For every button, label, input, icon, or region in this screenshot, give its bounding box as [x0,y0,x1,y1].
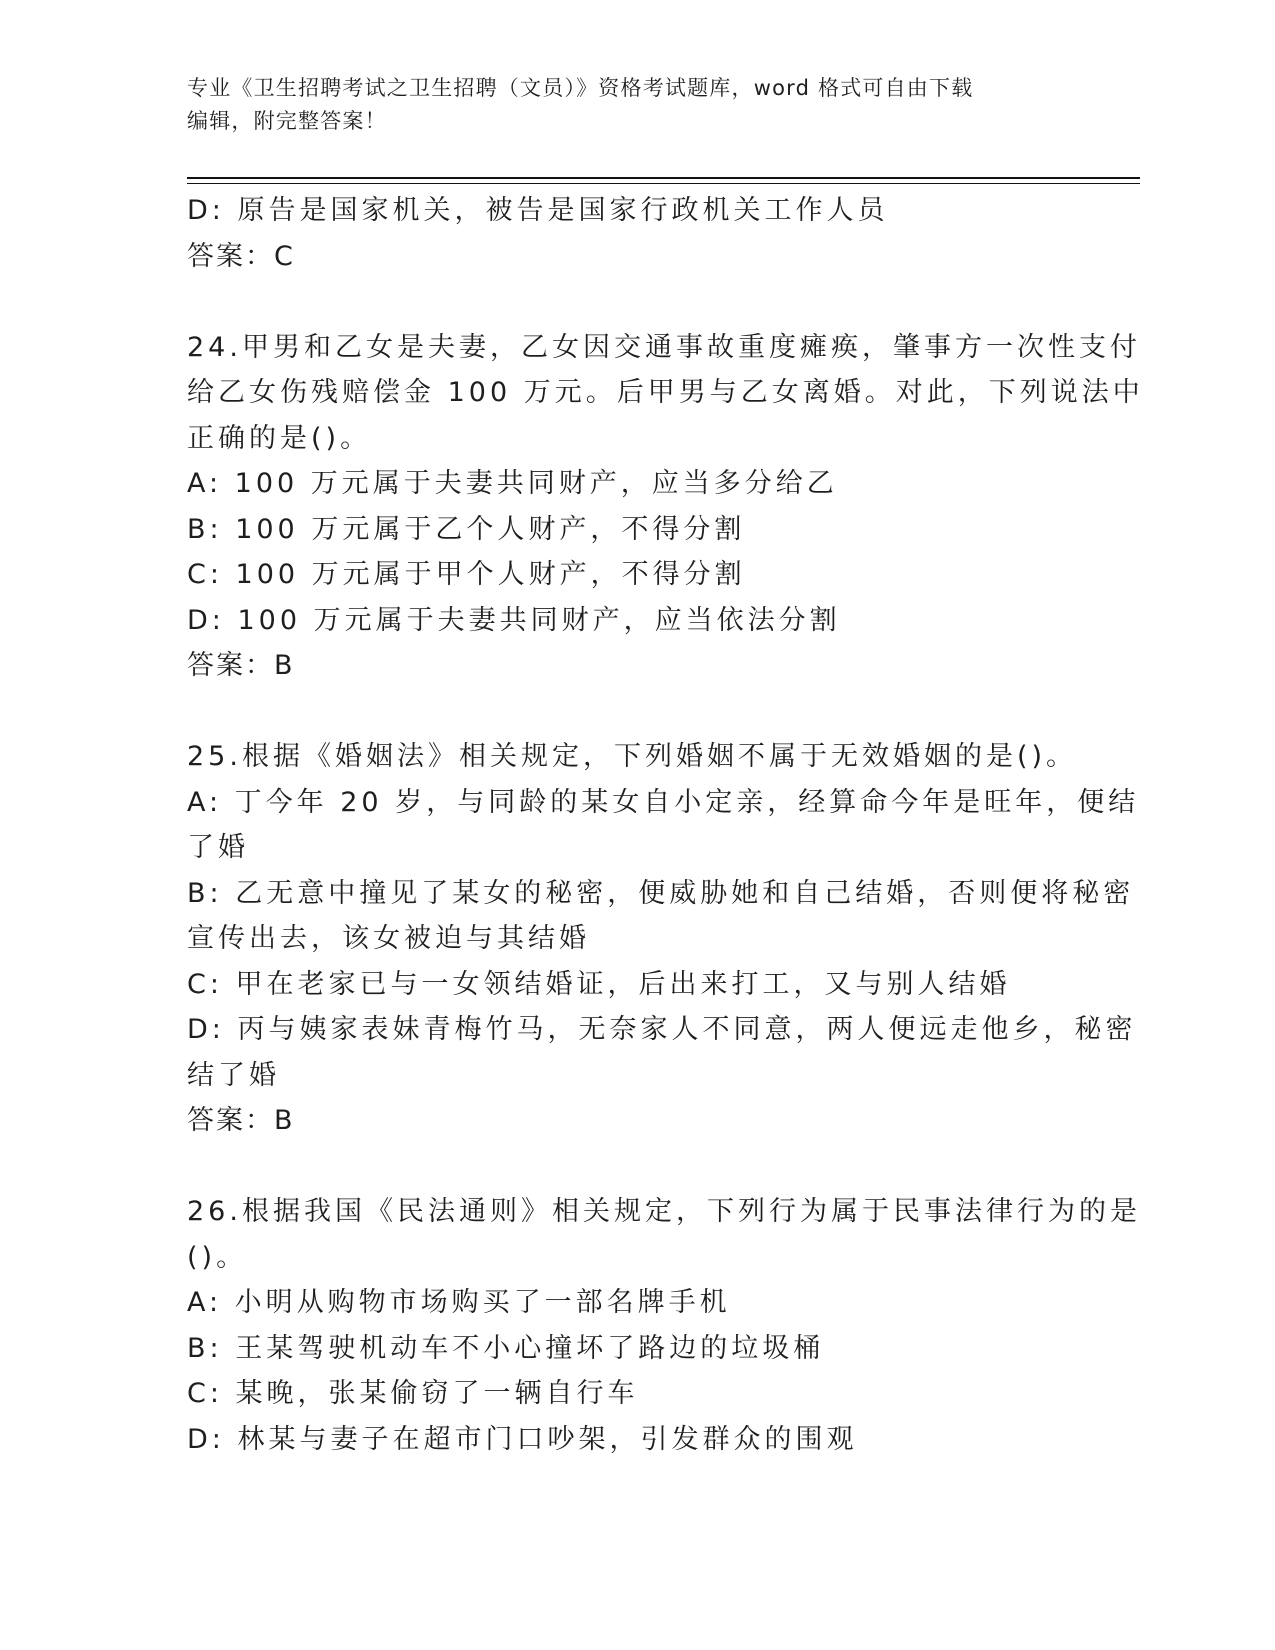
document-header [187,72,1087,138]
q24-stem-line: 24.甲男和乙女是夫妻，乙女因交通事故重度瘫痪，肇事方一次性支付 [187,331,1141,363]
spacer [187,689,1087,735]
question-25 [187,734,1140,1144]
prev-answer: 答案：C [187,240,295,272]
q26-option-c: C: 某晚，张某偷窃了一辆自行车 [187,1378,639,1409]
q24-answer: 答案：B [187,650,295,681]
q26-option-b: B: 王某驾驶机动车不小心撞坏了路边的垃圾桶 [187,1332,825,1364]
q24-stem-line: 正确的是()。 [187,422,372,454]
q24-stem-line: 给乙女伤残赔偿金 100 万元。后甲男与乙女离婚。对此，下列说法中 [187,377,1144,408]
question-26 [187,1189,1141,1462]
q25-option-b: B: 乙无意中撞见了某女的秘密，便威胁她和自己结婚，否则便将秘密 [187,877,1135,909]
q26-stem-line: 26.根据我国《民法通则》相关规定，下列行为属于民事法律行为的是 [187,1196,1141,1227]
q25-option-b-cont: 宣传出去，该女被迫与其结婚 [187,923,590,954]
q25-stem-line: 25.根据《婚姻法》相关规定，下列婚姻不属于无效婚姻的是()。 [187,741,1078,772]
q25-option-c: C: 甲在老家已与一女领结婚证，后出来打工，又与别人结婚 [187,968,1011,1000]
spacer [187,279,1087,325]
q25-option-d-cont: 结了婚 [187,1059,280,1091]
q25-option-a-cont: 了婚 [187,832,249,863]
q25-option-a: A: 丁今年 20 岁，与同龄的某女自小定亲，经算命今年是旺年，便结 [187,786,1140,818]
q26-stem-line: ()。 [187,1241,248,1273]
q24-option-b: B: 100 万元属于乙个人财产，不得分割 [187,513,746,545]
question-24 [187,325,1144,689]
q25-option-d: D: 丙与姨家表妹青梅竹马，无奈家人不同意，两人便远走他乡，秘密 [187,1014,1137,1045]
q26-option-d: D: 林某与妻子在超市门口吵架，引发群众的围观 [187,1423,858,1455]
header-rule-thin [187,183,1140,184]
q24-option-a: A: 100 万元属于夫妻共同财产，应当多分给乙 [187,468,838,499]
q26-option-a: A: 小明从购物市场购买了一部名牌手机 [187,1287,731,1318]
question-content [187,188,1144,1462]
spacer [187,1144,1087,1190]
q24-option-c: C: 100 万元属于甲个人财产，不得分割 [187,559,746,590]
q24-option-d: D: 100 万元属于夫妻共同财产，应当依法分割 [187,604,841,636]
prev-option-d: D: 原告是国家机关，被告是国家行政机关工作人员 [187,195,889,226]
header-line-1: 专业《卫生招聘考试之卫生招聘（文员）》资格考试题库，word 格式可自由下载 [187,76,974,100]
header-line-2: 编辑，附完整答案！ [187,109,387,133]
q25-answer: 答案：B [187,1105,295,1136]
header-rule-thick [187,177,1140,179]
